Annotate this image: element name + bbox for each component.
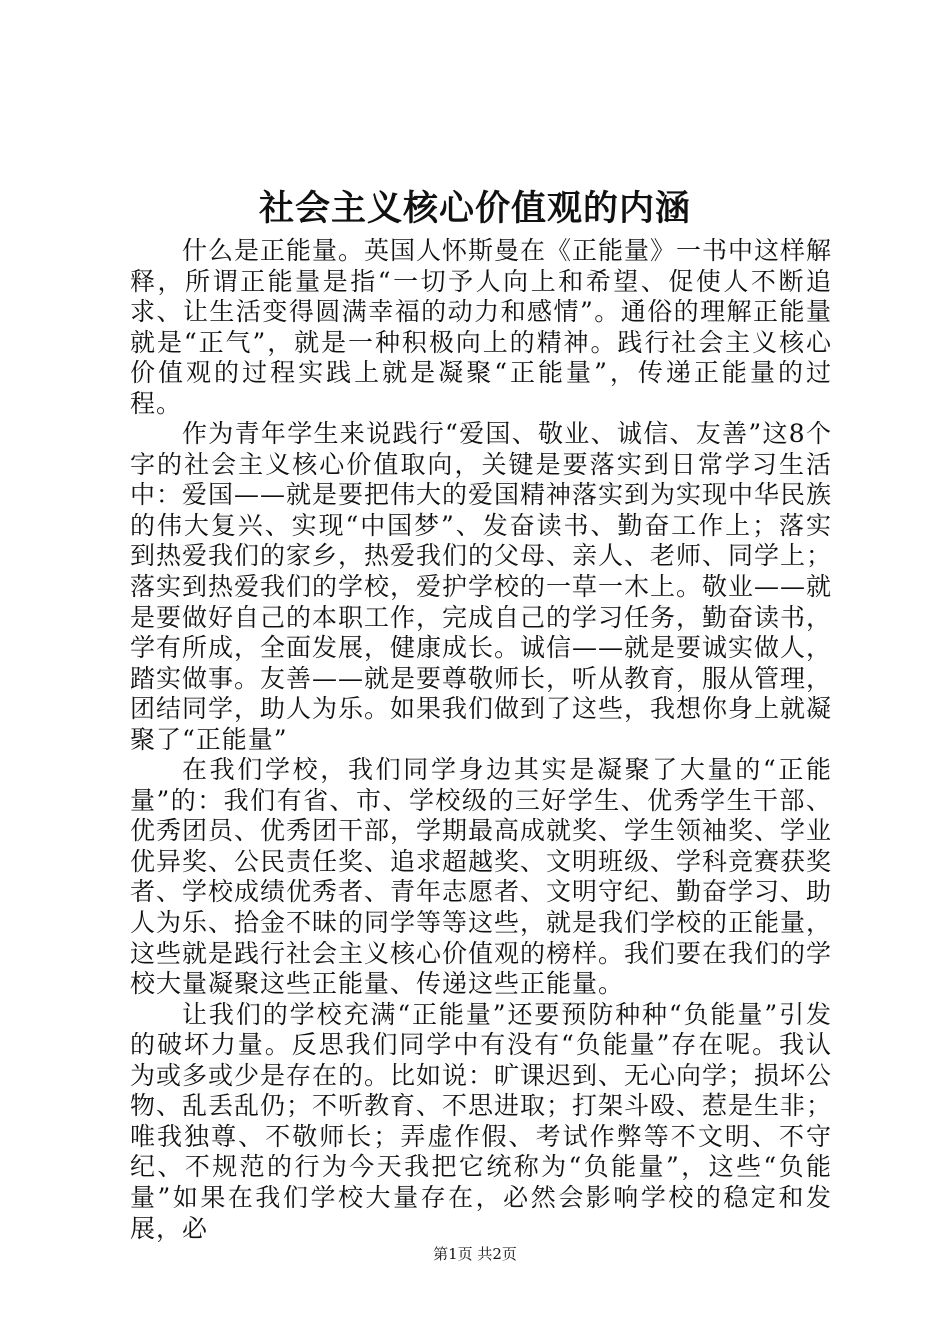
paragraph-2: 作为青年学生来说践行“爱国、敬业、诚信、友善”这8个字的社会主义核心价值取向，关键是要落实到日常学习生活中：爱国——就是要把伟大的爱国精神落实到为实现中华民族的伟大复兴、实现“中国梦”、发奋读书、勤奋工作上；落实到热爱我们的家乡，热爱我们的父母、亲人、老师、同学上；落实到热爱我们的学校，爱护学校的一草一木上。敬业——就是要做好自己的本职工作，完成自己的学习任务，勤奋读书，学有所成，全面发展，健康成长。诚信——就是要诚实做人，踏实做事。友善——就是要尊敬师长，听从教育，服从管理，团结同学，助人为乐。如果我们做到了这些，我想你身上就凝聚了“正能量”: [130, 419, 833, 754]
paragraph-1: 什么是正能量。英国人怀斯曼在《正能量》一书中这样解释，所谓正能量是指“一切予人向上和希望、促使人不断追求、让生活变得圆满幸福的动力和感情”。通俗的理解正能量就是“正气”，就是一种积极向上的精神。践行社会主义核心价值观的过程实践上就是凝聚“正能量”，传递正能量的过程。: [130, 236, 833, 418]
document-body: [130, 236, 832, 1244]
paragraph-3: 在我们学校，我们同学身边其实是凝聚了大量的“正能量”的：我们有省、市、学校级的三好学生、优秀学生干部、优秀团员、优秀团干部，学期最高成就奖、学生领袖奖、学业优异奖、公民责任奖、追求超越奖、文明班级、学科竞赛获奖者、学校成绩优秀者、青年志愿者、文明守纪、勤奋学习、助人为乐、拾金不昧的同学等等这些，就是我们学校的正能量，这些就是践行社会主义核心价值观的榜样。我们要在我们的学校大量凝聚这些正能量、传递这些正能量。: [130, 755, 833, 999]
document-title: 社会主义核心价值观的内涵: [258, 188, 691, 229]
page-number-footer: 第1页 共2页: [433, 1245, 517, 1263]
paragraph-4: 让我们的学校充满“正能量”还要预防种种“负能量”引发的破坏力量。反思我们同学中有没有“负能量”存在呢。我认为或多或少是存在的。比如说：旷课迟到、无心向学；损坏公物、乱丢乱仍；不听教育、不思进取；打架斗殴、惹是生非；唯我独尊、不敬师长；弄虚作假、考试作弊等不文明、不守纪、不规范的行为今天我把它统称为“负能量”，这些“负能量”如果在我们学校大量存在，必然会影响学校的稳定和发展，必: [130, 999, 833, 1243]
